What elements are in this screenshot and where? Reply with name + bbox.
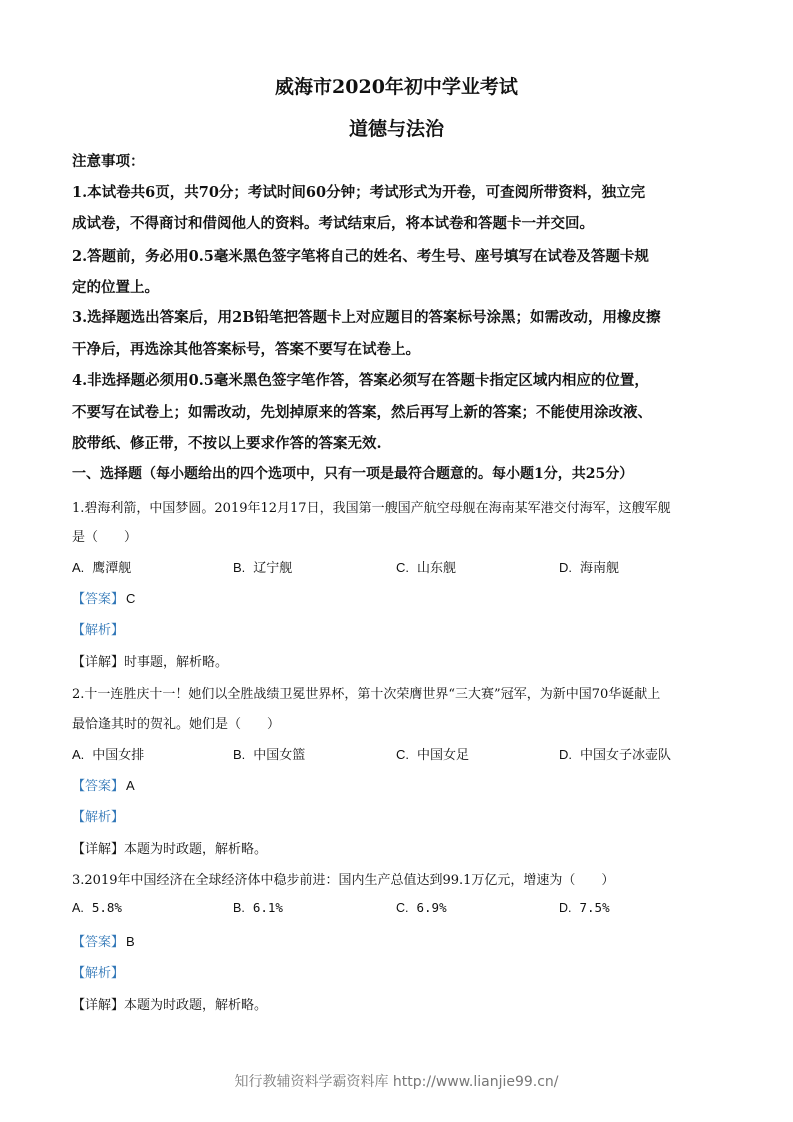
- question-stem: 3.2019年中国经济在全球经济体中稳步前进：国内生产总值达到99.1万亿元，增速为（ ）: [72, 873, 615, 888]
- notice-line: 2.答题前，务必用0.5毫米黑色签字笔将自己的姓名、考生号、座号填写在试卷及答题卡规: [72, 248, 649, 265]
- option-c: C. 6.9%: [396, 900, 447, 915]
- option-a: A. 中国女排: [72, 747, 145, 763]
- question-stem: 是（ ）: [72, 530, 138, 545]
- notice-line: 胶带纸、修正带，不按以上要求作答的答案无效.: [72, 435, 382, 452]
- detail-line: 【详解】时事题，解析略。: [72, 655, 229, 670]
- question-stem: 最恰逢其时的贺礼。她们是（ ）: [72, 717, 281, 732]
- exam-title: 威海市2020年初中学业考试: [275, 76, 518, 98]
- notice-line: 定的位置上。: [72, 279, 159, 296]
- exam-subject: 道德与法治: [348, 118, 444, 140]
- notice-line: 3.选择题选出答案后，用2B铅笔把答题卡上对应题目的答案标号涂黑；如需改动，用橡皮擦: [72, 309, 661, 326]
- answer-line: 【答案】 B: [72, 934, 135, 950]
- detail-line: 【详解】本题为时政题，解析略。: [72, 998, 268, 1013]
- notice-heading: 注意事项：: [72, 153, 145, 170]
- detail-line: 【详解】本题为时政题，解析略。: [72, 842, 268, 857]
- option-a: A. 鹰潭舰: [72, 560, 132, 576]
- notice-line: 不要写在试卷上；如需改动，先划掉原来的答案，然后再写上新的答案；不能使用涂改液、: [72, 404, 652, 421]
- section-heading: 一、选择题（每小题给出的四个选项中，只有一项是最符合题意的。每小题1分，共25分）: [72, 466, 634, 482]
- question-stem: 2.十一连胜庆十一！她们以全胜战绩卫冕世界杯，第十次荣膺世界“三大赛”冠军，为新中国70华诞献上: [72, 687, 661, 702]
- notice-line: 干净后，再选涂其他答案标号，答案不要写在试卷上。: [72, 341, 420, 358]
- option-d: D. 海南舰: [559, 560, 620, 576]
- question-stem: 1.碧海利箭，中国梦圆。2019年12月17日，我国第一艘国产航空母舰在海南某军港交付海军，这艘军舰: [72, 501, 671, 516]
- notice-line: 4.非选择题必须用0.5毫米黑色签字笔作答，答案必须写在答题卡指定区域内相应的位置，: [72, 372, 649, 389]
- option-c: C. 山东舰: [396, 560, 457, 576]
- option-d: D. 中国女子冰壶队: [559, 747, 672, 763]
- option-a: A. 5.8%: [72, 900, 122, 915]
- answer-line: 【答案】 C: [72, 591, 136, 607]
- answer-line: 【答案】 A: [72, 778, 135, 794]
- analysis-line: 【解析】: [72, 810, 125, 825]
- option-b: B. 中国女篮: [233, 747, 306, 763]
- notice-line: 成试卷，不得商讨和借阅他人的资料。考试结束后，将本试卷和答题卡一并交回。: [72, 215, 594, 232]
- option-c: C. 中国女足: [396, 747, 470, 763]
- analysis-line: 【解析】: [72, 966, 125, 981]
- analysis-line: 【解析】: [72, 623, 125, 638]
- footer-watermark: 知行教辅资料学霸资料库 http://www.lianjie99.cn/: [234, 1074, 559, 1090]
- notice-line: 1.本试卷共6页，共70分；考试时间60分钟；考试形式为开卷，可查阅所带资料，独立完: [72, 184, 646, 201]
- option-b: B. 6.1%: [233, 900, 283, 915]
- option-d: D. 7.5%: [559, 900, 610, 915]
- option-b: B. 辽宁舰: [233, 560, 293, 576]
